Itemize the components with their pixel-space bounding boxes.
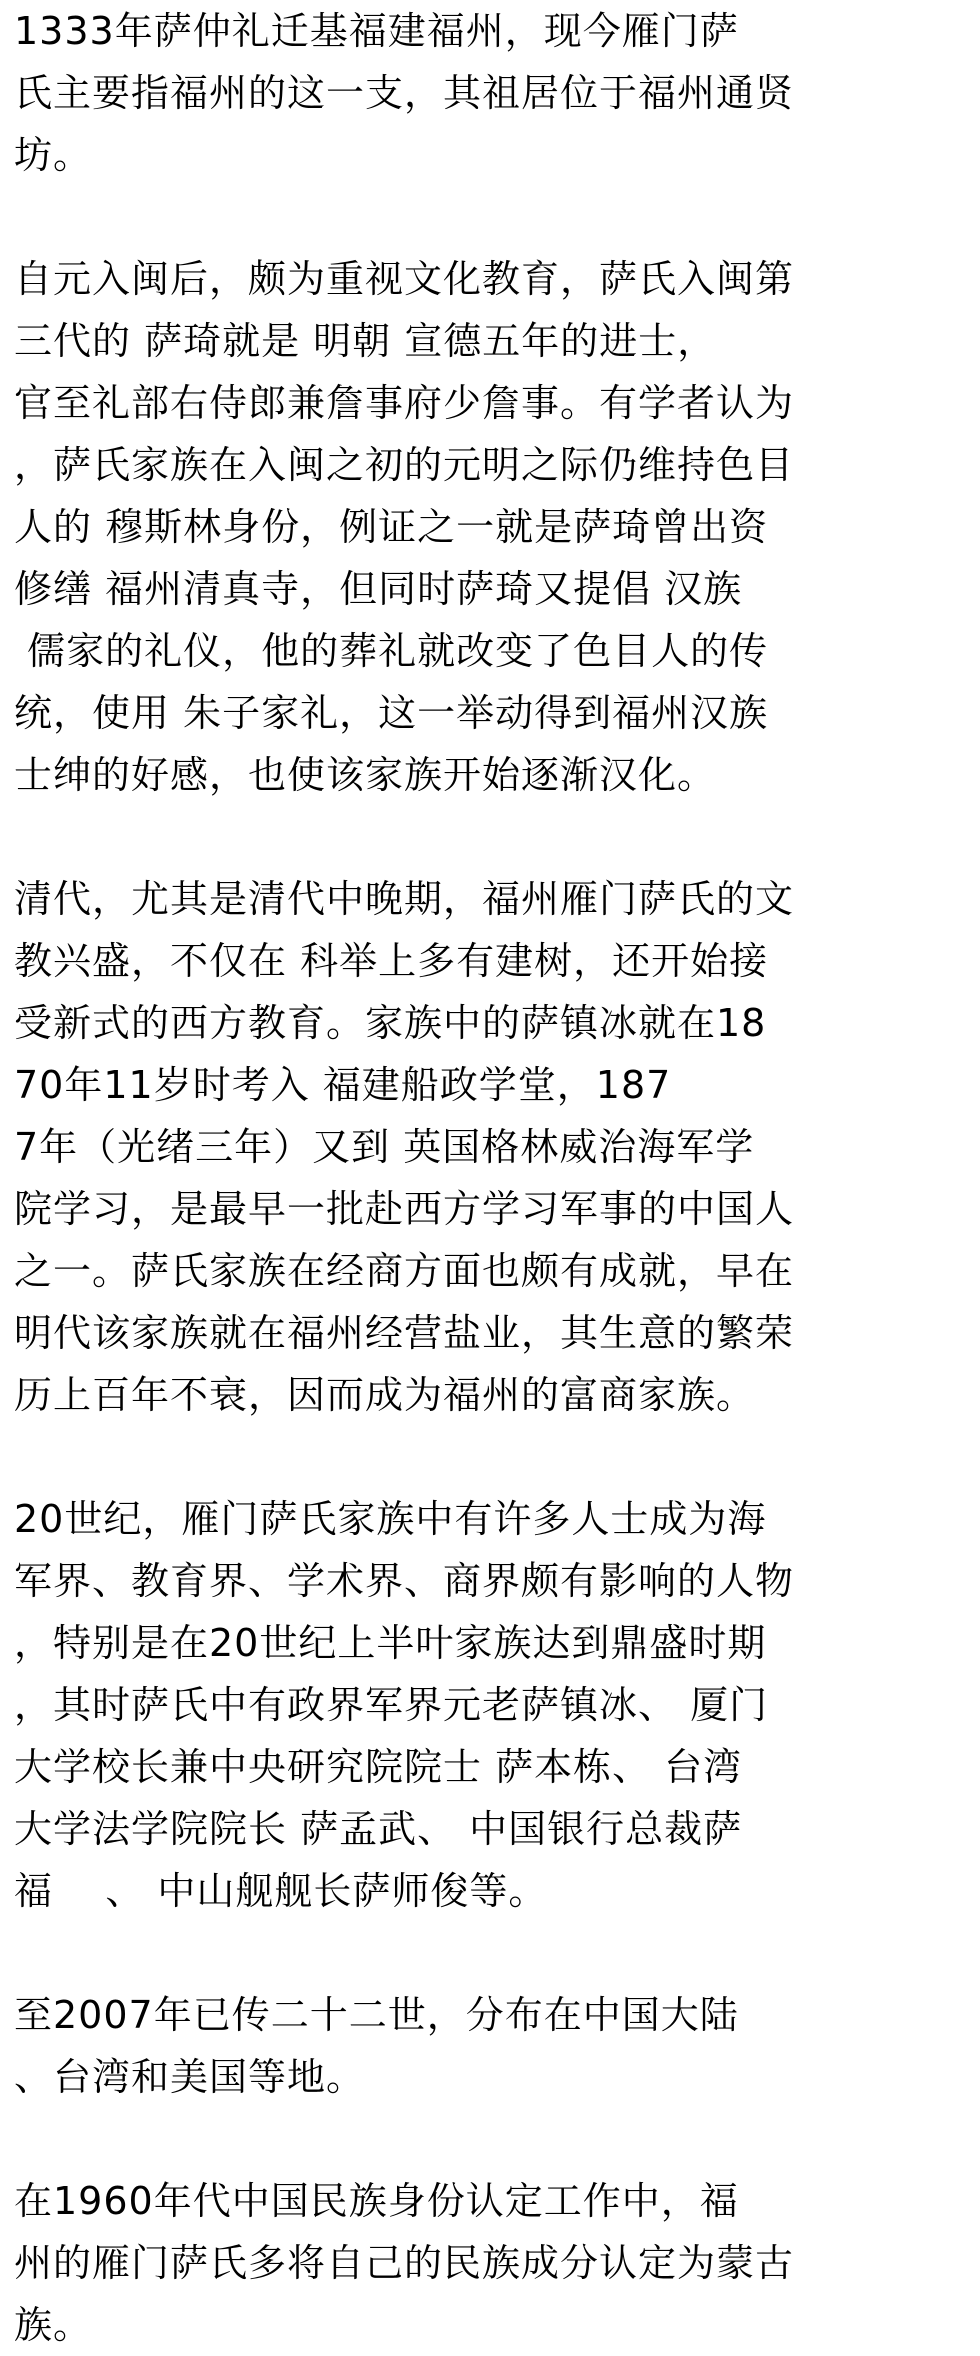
text-line: 官至礼部右侍郎兼詹事府少詹事。有学者认为: [14, 381, 795, 425]
paragraph-gap: [14, 1922, 958, 1984]
text-line: ，其时萨氏中有政界军界元老萨镇冰、 厦门: [14, 1683, 769, 1727]
paragraph-gap: [14, 806, 958, 868]
text-line: 士绅的好感，也使该家族开始逐渐汉化。: [14, 753, 717, 797]
text-line: 氏主要指福州的这一支，其祖居位于福州通贤: [14, 71, 795, 115]
paragraph-gap: [14, 2108, 958, 2170]
text-line: 人的 穆斯林身份，例证之一就是萨琦曾出资: [14, 505, 769, 549]
paragraph-1: [14, 0, 958, 186]
text-line: 至2007年已传二十二世，分布在中国大陆: [14, 1993, 739, 2037]
text-line: 自元入闽后，颇为重视文化教育，萨氏入闽第: [14, 257, 795, 301]
text-line: 州的雁门萨氏多将自己的民族成分认定为蒙古: [14, 2241, 795, 2285]
text-line: 在1960年代中国民族身份认定工作中，福: [14, 2179, 739, 2223]
text-line: 大学法学院院长 萨孟武、 中国银行总裁萨: [14, 1807, 743, 1851]
paragraph-3: [14, 868, 958, 1426]
text-line: ，特别是在20世纪上半叶家族达到鼎盛时期: [14, 1621, 767, 1665]
text-line: 大学校长兼中央研究院院士 萨本栋、 台湾: [14, 1745, 743, 1789]
text-line: 20世纪，雁门萨氏家族中有许多人士成为海: [14, 1497, 767, 1541]
text-line: 三代的 萨琦就是 明朝 宣德五年的进士，: [14, 319, 717, 363]
text-line: 历上百年不衰，因而成为福州的富商家族。: [14, 1373, 756, 1417]
paragraph-4: [14, 1488, 958, 1922]
text-line: 教兴盛，不仅在 科举上多有建树，还开始接: [14, 939, 769, 983]
text-line: 族。: [14, 2303, 93, 2347]
paragraph-6: [14, 2170, 958, 2356]
text-line: 坊。: [14, 133, 93, 177]
text-line: 修缮 福州清真寺，但同时萨琦又提倡 汉族: [14, 567, 743, 611]
text-line: 福 、 中山舰舰长萨师俊等。: [14, 1869, 548, 1913]
text-line: 统，使用 朱子家礼，这一举动得到福州汉族: [14, 691, 769, 735]
paragraph-gap: [14, 186, 958, 248]
text-line: 儒家的礼仪，他的葬礼就改变了色目人的传: [14, 629, 769, 673]
text-line: 清代，尤其是清代中晚期，福州雁门萨氏的文: [14, 877, 795, 921]
paragraph-5: [14, 1984, 958, 2108]
text-line: 明代该家族就在福州经营盐业，其生意的繁荣: [14, 1311, 795, 1355]
text-line: 、台湾和美国等地。: [14, 2055, 366, 2099]
text-line: ，萨氏家族在入闽之初的元明之际仍维持色目: [14, 443, 795, 487]
text-line: 院学习，是最早一批赴西方学习军事的中国人: [14, 1187, 795, 1231]
text-line: 70年11岁时考入 福建船政学堂，187: [14, 1063, 672, 1107]
paragraph-2: [14, 248, 958, 806]
text-line: 受新式的西方教育。家族中的萨镇冰就在18: [14, 1001, 767, 1045]
text-line: 之一。萨氏家族在经商方面也颇有成就，早在: [14, 1249, 795, 1293]
paragraph-gap: [14, 1426, 958, 1488]
text-line: 1333年萨仲礼迁基福建福州，现今雁门萨: [14, 9, 739, 53]
text-line: 7年（光绪三年）又到 英国格林威治海军学: [14, 1125, 755, 1169]
text-line: 军界、教育界、学术界、商界颇有影响的人物: [14, 1559, 795, 1603]
